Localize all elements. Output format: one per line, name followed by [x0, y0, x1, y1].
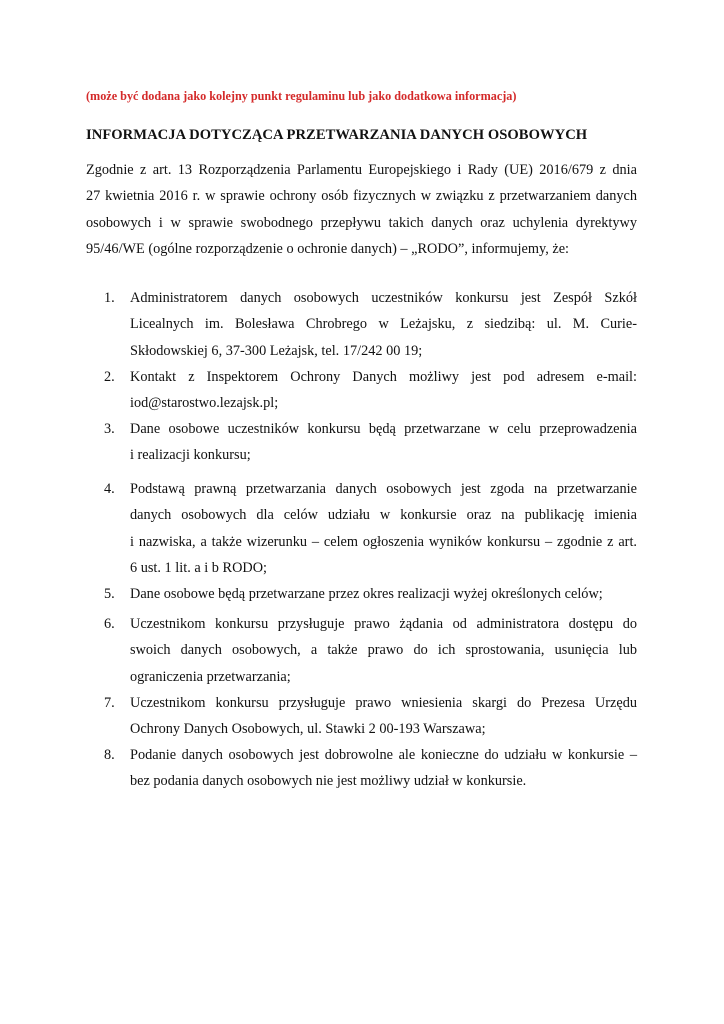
list-number: 6.	[104, 616, 115, 632]
list-line: bez podania danych osobowych nie jest możliwy udział w konkursie.	[130, 773, 527, 790]
list-item-text	[130, 611, 637, 690]
intro-line: Zgodnie z art. 13 Rozporządzenia Parlamentu Europejskiego i Rady (UE) 2016/679 z dnia	[86, 162, 637, 178]
list-item-6	[104, 611, 637, 690]
list-item-text	[130, 690, 637, 743]
list-number: 4.	[104, 481, 115, 497]
list-item-text	[130, 285, 637, 364]
list-line: Podstawą prawną przetwarzania danych osobowych jest zgoda na przetwarzanie	[130, 481, 637, 497]
list-item-text	[130, 364, 637, 417]
list-line: Skłodowskiej 6, 37-300 Leżajsk, tel. 17/242 00 19;	[130, 342, 423, 359]
list-line: iod@starostwo.lezajsk.pl;	[130, 395, 279, 412]
list-number: 1.	[104, 290, 115, 306]
list-number: 5.	[104, 586, 115, 602]
list-line: i nazwiska, a także wizerunku – celem ogłoszenia wyników konkursu – zgodnie z art.	[130, 533, 637, 550]
list-number: 8.	[104, 747, 115, 763]
list-line: swoich danych osobowych, a także prawo do ich sprostowania, usunięcia lub	[130, 642, 637, 659]
list-line: 6 ust. 1 lit. a i b RODO;	[130, 559, 268, 576]
list-number: 2.	[104, 369, 115, 385]
list-line: Uczestnikom konkursu przysługuje prawo żądania od administratora dostępu do	[130, 616, 637, 632]
list-line: Dane osobowe uczestników konkursu będą przetwarzane w celu przeprowadzenia	[130, 421, 637, 437]
list-line: Administratorem danych osobowych uczestników konkursu jest Zespół Szkół	[130, 290, 637, 306]
list-item-text	[130, 416, 637, 469]
list-item-5	[104, 581, 637, 607]
list-line: Kontakt z Inspektorem Ochrony Danych możliwy jest pod adresem e-mail:	[130, 369, 637, 385]
list-item-2	[104, 364, 637, 417]
list-line: Dane osobowe będą przetwarzane przez okres realizacji wyżej określonych celów;	[130, 586, 603, 602]
red-note: (może być dodana jako kolejny punkt regulaminu lub jako dodatkowa informacja)	[86, 89, 517, 103]
list-item-text	[130, 742, 637, 795]
list-line: Uczestnikom konkursu przysługuje prawo wniesienia skargi do Prezesa Urzędu	[130, 695, 637, 711]
list-number: 3.	[104, 421, 115, 437]
list-line: danych osobowych dla celów udziału w konkursie oraz na publikację imienia	[130, 507, 637, 524]
document-title: INFORMACJA DOTYCZĄCA PRZETWARZANIA DANYCH OSOBOWYCH	[86, 127, 588, 143]
list-item-text	[130, 476, 637, 581]
intro-line: osobowych i w sprawie swobodnego przepływu takich danych oraz uchylenia dyrektywy	[86, 214, 637, 231]
list-item-text	[130, 581, 637, 607]
list-number: 7.	[104, 695, 115, 711]
list-item-7	[104, 690, 637, 743]
list-item-3	[104, 416, 637, 469]
list-item-1	[104, 285, 637, 364]
list-line: i realizacji konkursu;	[130, 447, 251, 464]
list-item-4	[104, 476, 637, 581]
list-line: Ochrony Danych Osobowych, ul. Stawki 2 00-193 Warszawa;	[130, 721, 486, 738]
list-line: Podanie danych osobowych jest dobrowolne ale konieczne do udziału w konkursie –	[130, 747, 637, 763]
intro-paragraph	[86, 157, 637, 262]
intro-line: 95/46/WE (ogólne rozporządzenie o ochronie danych) – „RODO”, informujemy, że:	[86, 240, 570, 257]
intro-line: 27 kwietnia 2016 r. w sprawie ochrony osób fizycznych w związku z przetwarzaniem danych	[86, 188, 637, 205]
list-line: Licealnych im. Bolesława Chrobrego w Leżajsku, z siedzibą: ul. M. Curie-	[130, 316, 637, 333]
list-line: ograniczenia przetwarzania;	[130, 668, 291, 685]
list-item-8	[104, 742, 637, 795]
